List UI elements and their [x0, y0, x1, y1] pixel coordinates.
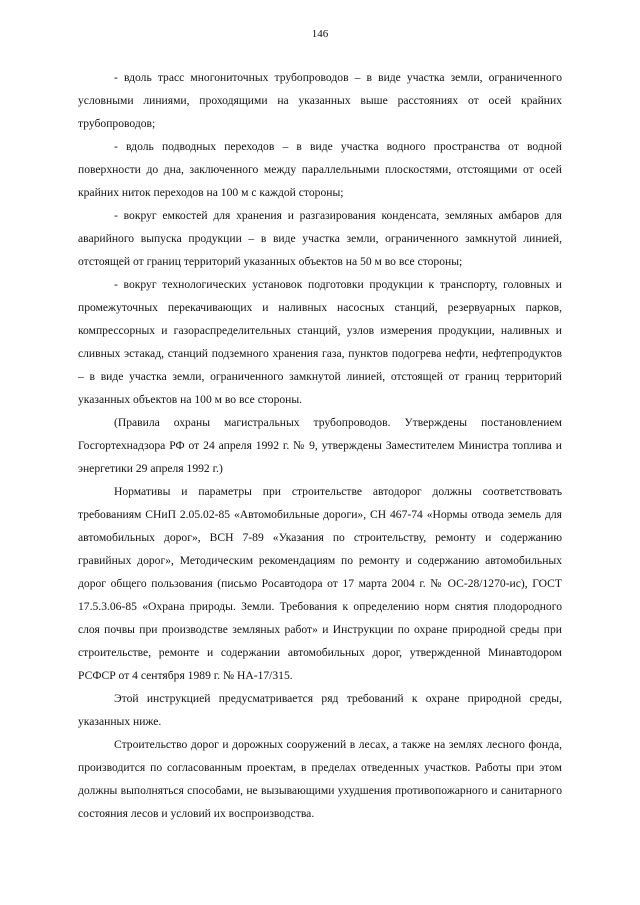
paragraph-condensate-tanks: - вокруг емкостей для хранения и разгазирования конденсата, земляных амбаров для аварийного выпуска продукции – в виде участка земли, ограниченного замкнутой линией, отстоящей от границ территорий указанных объектов на 50 м во все стороны; — [78, 209, 562, 268]
paragraph-multi-pipeline-zone: - вдоль трасс многониточных трубопроводов – в виде участка земли, ограниченного условными линиями, проходящими на указанных выше расстояниях от осей крайних трубопроводов; — [78, 71, 562, 130]
paragraph-underwater-crossings: - вдоль подводных переходов – в виде участка водного пространства от водной поверхности до дна, заключенного между параллельными плоскостями, отстоящими от осей крайних ниток переходов на 100 м с каждой стороны; — [78, 140, 562, 199]
paragraph-road-standards: Нормативы и параметры при строительстве автодорог должны соответствовать требованиям СНиП 2.05.02-85 «Автомобильные дороги», СН 467-74 «Нормы отвода земель для автомобильных дорог», ВСН 7-89 «Указания по строительству, ремонту и содержанию гравийных дорог», Методическим рекомендациям по ремонту и содержанию автомобильных дорог общего пользования (письмо Росавтодора от 17 марта 2004 г. № ОС-28/1270-ис), ГОСТ 17.5.3.06-85 «Охрана природы. Земли. Требования к определению норм снятия плодородного слоя почвы при производстве земляных работ» и Инструкции по охране природной среды при строительстве, ремонте и содержании автомобильных дорог, утвержденной Минавтодором РСФСР от 4 сентября 1989 г. № НА-17/315. — [78, 485, 562, 682]
paragraph-forest-construction: Строительство дорог и дорожных сооружений в лесах, а также на землях лесного фонда, производится по согласованным проектам, в пределах отведенных участков. Работы при этом должны выполняться способами, не вызывающими ухудшения противопожарного и санитарного состояния лесов и условий их воспроизводства. — [78, 738, 562, 820]
paragraph-technological-installations: - вокруг технологических установок подготовки продукции к транспорту, головных и промежуточных перекачивающих и наливных насосных станций, резервуарных парков, компрессорных и газораспределительных станций, узлов измерения продукции, наливных и сливных эстакад, станций подземного хранения газа, пунктов подогрева нефти, нефтепродуктов – в виде участка земли, ограниченного замкнутой линией, отстоящей от границ территорий указанных объектов на 100 м во все стороны. — [78, 278, 562, 406]
paragraph-rules-citation: (Правила охраны магистральных трубопроводов. Утверждены постановлением Госгортехнадзора РФ от 24 апреля 1992 г. № 9, утверждены Заместителем Министра топлива и энергетики 29 апреля 1992 г.) — [78, 416, 562, 475]
paragraph-instruction-requirements: Этой инструкцией предусматривается ряд требований к охране природной среды, указанных ниже. — [78, 692, 562, 728]
page-body — [78, 66, 562, 825]
page-number: 146 — [311, 28, 329, 40]
